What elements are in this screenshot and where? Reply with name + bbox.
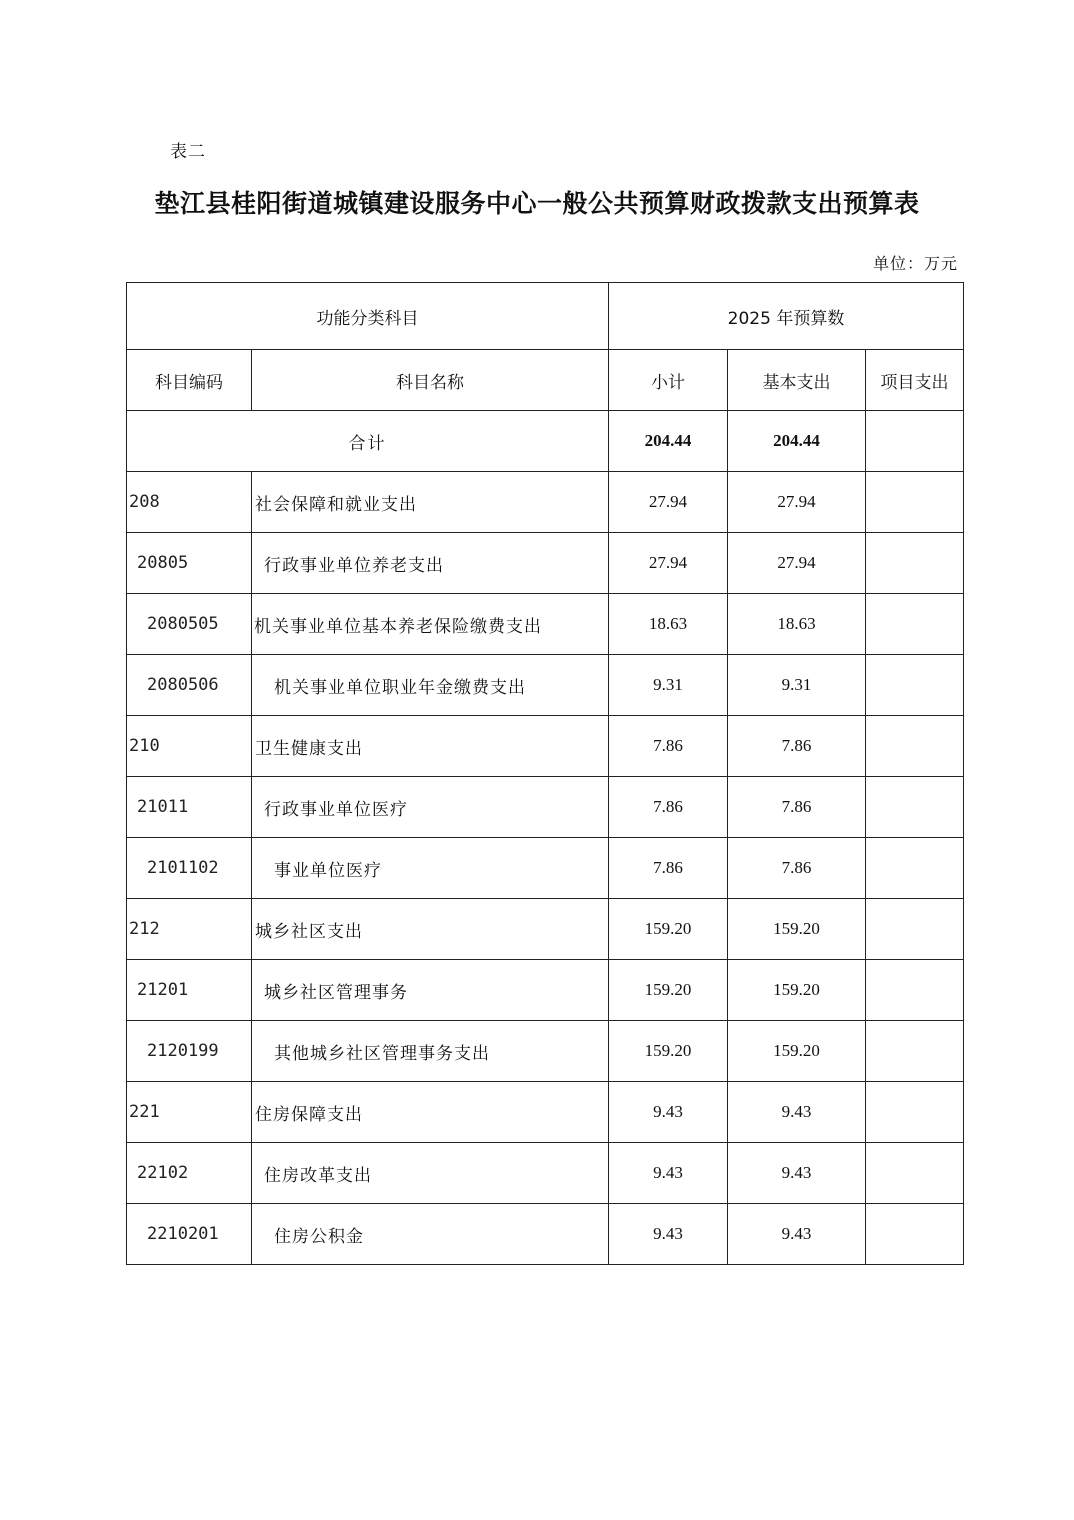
project-value [866,655,964,716]
subtotal-value: 9.31 [609,655,728,716]
project-value [866,777,964,838]
basic-value: 159.20 [728,960,866,1021]
table-row [127,716,964,777]
subtotal-value: 9.43 [609,1082,728,1143]
subject-code: 20805 [127,533,252,594]
header-subject-name: 科目名称 [252,350,609,411]
basic-value: 9.43 [728,1082,866,1143]
subject-name: 其他城乡社区管理事务支出 [252,1021,609,1082]
table-row [127,1204,964,1265]
table-row [127,777,964,838]
table-row [127,1021,964,1082]
subject-code: 22102 [127,1143,252,1204]
total-subtotal: 204.44 [609,411,728,472]
basic-value: 9.43 [728,1143,866,1204]
project-value [866,472,964,533]
project-value [866,594,964,655]
project-value [866,1143,964,1204]
project-value [866,960,964,1021]
project-value [866,716,964,777]
document-title: 垫江县桂阳街道城镇建设服务中心一般公共预算财政拨款支出预算表 [154,189,920,218]
unit-label: 单位：万元 [872,254,958,273]
subject-name: 住房公积金 [252,1204,609,1265]
table-row [127,594,964,655]
subtotal-value: 7.86 [609,777,728,838]
subtotal-value: 7.86 [609,716,728,777]
basic-value: 18.63 [728,594,866,655]
header-budget-2025: 2025 年预算数 [609,283,964,350]
subject-name: 行政事业单位养老支出 [252,533,609,594]
total-project [866,411,964,472]
table-row [127,655,964,716]
header-group-row [127,283,964,350]
table-number-label: 表二 [170,142,206,162]
basic-value: 7.86 [728,777,866,838]
subject-code: 210 [127,716,252,777]
basic-value: 7.86 [728,838,866,899]
header-subject-code: 科目编码 [127,350,252,411]
project-value [866,533,964,594]
subtotal-value: 18.63 [609,594,728,655]
subject-code: 208 [127,472,252,533]
subject-name: 住房保障支出 [252,1082,609,1143]
subject-code: 221 [127,1082,252,1143]
subject-code: 2101102 [127,838,252,899]
subtotal-value: 27.94 [609,533,728,594]
project-value [866,1082,964,1143]
basic-value: 27.94 [728,533,866,594]
subject-name: 住房改革支出 [252,1143,609,1204]
subtotal-value: 9.43 [609,1143,728,1204]
table-row [127,472,964,533]
subtotal-value: 159.20 [609,960,728,1021]
header-functional-classification: 功能分类科目 [127,283,609,350]
subtotal-value: 159.20 [609,899,728,960]
header-basic-expenditure: 基本支出 [728,350,866,411]
subject-name: 机关事业单位基本养老保险缴费支出 [252,594,609,655]
subject-name: 城乡社区管理事务 [252,960,609,1021]
subtotal-value: 159.20 [609,1021,728,1082]
header-subtotal: 小计 [609,350,728,411]
total-row [127,411,964,472]
basic-value: 159.20 [728,1021,866,1082]
header-column-row [127,350,964,411]
subject-name: 事业单位医疗 [252,838,609,899]
total-basic: 204.44 [728,411,866,472]
subject-code: 212 [127,899,252,960]
basic-value: 159.20 [728,899,866,960]
table-row [127,533,964,594]
project-value [866,1204,964,1265]
subtotal-value: 27.94 [609,472,728,533]
project-value [866,838,964,899]
subject-code: 2210201 [127,1204,252,1265]
subject-name: 社会保障和就业支出 [252,472,609,533]
basic-value: 9.31 [728,655,866,716]
project-value [866,899,964,960]
subject-code: 21011 [127,777,252,838]
table-row [127,1082,964,1143]
subject-code: 2080506 [127,655,252,716]
subject-code: 2080505 [127,594,252,655]
total-label: 合计 [127,411,609,472]
subject-code: 2120199 [127,1021,252,1082]
budget-table [126,282,964,1265]
subject-code: 21201 [127,960,252,1021]
table-row [127,960,964,1021]
basic-value: 27.94 [728,472,866,533]
project-value [866,1021,964,1082]
subject-name: 城乡社区支出 [252,899,609,960]
header-project-expenditure: 项目支出 [866,350,964,411]
subject-name: 机关事业单位职业年金缴费支出 [252,655,609,716]
basic-value: 7.86 [728,716,866,777]
subject-name: 行政事业单位医疗 [252,777,609,838]
table-row [127,1143,964,1204]
subtotal-value: 7.86 [609,838,728,899]
table-row [127,838,964,899]
subject-name: 卫生健康支出 [252,716,609,777]
basic-value: 9.43 [728,1204,866,1265]
table-row [127,899,964,960]
subtotal-value: 9.43 [609,1204,728,1265]
